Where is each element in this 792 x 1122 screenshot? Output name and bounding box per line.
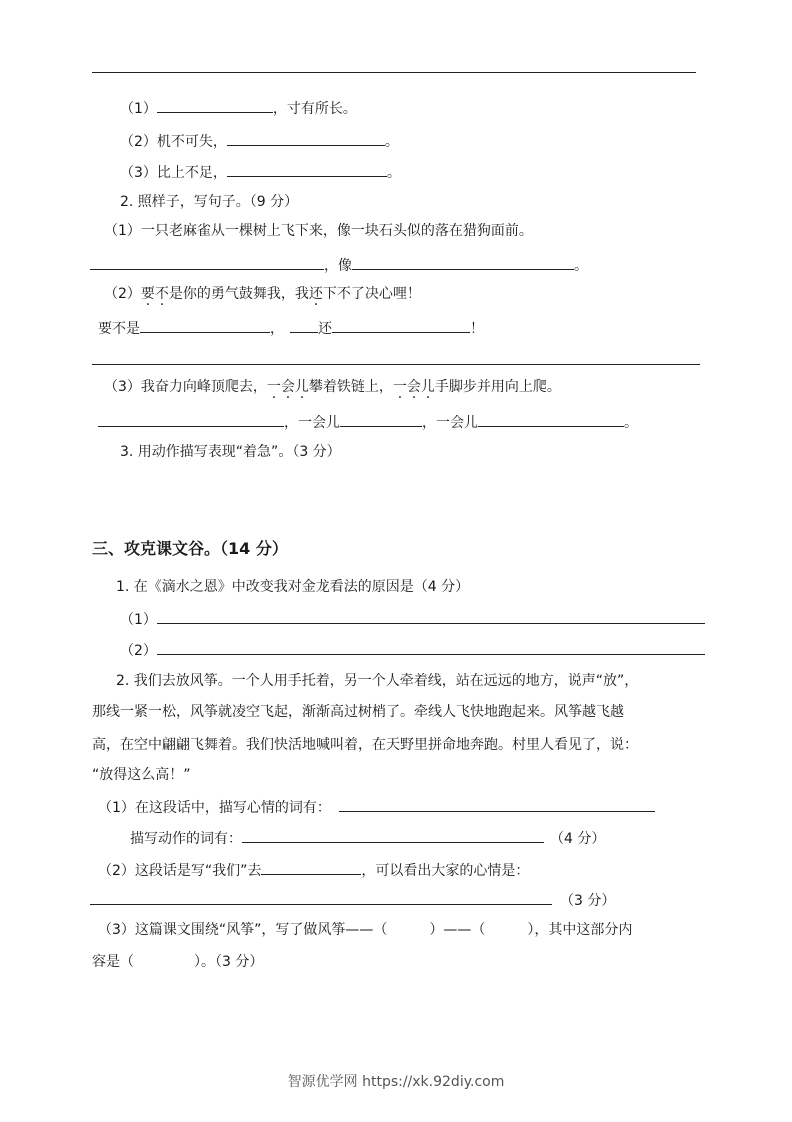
- answer-blank[interactable]: [290, 318, 318, 333]
- question-title: 1. 在《滴水之恩》中改变我对金龙看法的原因是（4 分）: [116, 579, 470, 595]
- top-rule: [92, 72, 696, 73]
- example-sentence-3: （3）我奋力向峰顶爬去，一会儿攀着铁链上，一会儿手脚步并用向上爬。: [104, 379, 561, 395]
- answer-line: （2）: [120, 640, 705, 660]
- answer-blank[interactable]: [332, 318, 470, 333]
- section-heading: 三、攻克课文谷。（14 分）: [92, 539, 288, 558]
- passage-line: “放得这么高！”: [92, 767, 191, 783]
- answer-blank[interactable]: [227, 162, 387, 177]
- passage-line: 2. 我们去放风筝。一个人用手托着，另一个人牵着线，站在远远的地方，说声“放”，: [116, 673, 639, 689]
- sub-question-1a: （1）在这段话中，描写心情的词有：: [98, 797, 655, 817]
- answer-line-3: ，一会儿 ，一会儿 。: [98, 412, 638, 432]
- answer-rule: [92, 364, 700, 365]
- example-sentence-2: （2）要不是你的勇气鼓舞我，我还下不了决心哩！: [104, 286, 421, 302]
- answer-blank[interactable]: [157, 609, 705, 624]
- example-sentence-1: （1）一只老麻雀从一棵树上飞下来，像一块石头似的落在猎狗面前。: [104, 223, 533, 239]
- passage-line: 那线一紧一松，风筝就凌空飞起，渐渐高过树梢了。牵线人飞快地跑起来。风筝越飞越: [92, 704, 624, 720]
- answer-line-2: 要不是 ， 还 ！: [98, 318, 484, 338]
- answer-blank[interactable]: [227, 131, 385, 146]
- answer-blank[interactable]: [340, 412, 422, 427]
- sub-question-3: （3）这篇课文围绕“风筝”，写了做风筝——（ ）——（ ），其中这部分内: [98, 922, 633, 938]
- answer-blank[interactable]: [140, 318, 270, 333]
- answer-blank[interactable]: [242, 828, 544, 843]
- answer-blank[interactable]: [90, 255, 324, 270]
- answer-blank[interactable]: [261, 860, 361, 875]
- answer-blank[interactable]: [157, 98, 273, 113]
- answer-blank[interactable]: [157, 640, 705, 655]
- answer-line: （1）: [120, 609, 705, 629]
- sub-question-2: （2）这段话是写“我们”去 ，可以看出大家的心情是：: [98, 860, 529, 880]
- passage-line: 高，在空中翩翩飞舞着。我们快活地喊叫着，在天野里拼命地奔跑。村里人看见了，说：: [92, 737, 638, 753]
- sub-question-1b: 描写动作的词有： （4 分）: [130, 828, 605, 848]
- answer-blank[interactable]: [352, 255, 574, 270]
- question-title: 2. 照样子，写句子。（9 分）: [120, 194, 299, 210]
- answer-blank[interactable]: [339, 797, 655, 812]
- question-title: 3. 用动作描写表现“着急”。（3 分）: [120, 444, 341, 460]
- answer-blank[interactable]: [90, 890, 552, 905]
- answer-line-1: ，像 。: [90, 255, 588, 275]
- sub-question-2-line: （3 分）: [90, 890, 615, 910]
- answer-blank[interactable]: [98, 412, 284, 427]
- footer-watermark: 智源优学网 https://xk.92diy.com: [287, 1074, 505, 1090]
- idiom-item-3: （3）比上不足， 。: [120, 162, 401, 182]
- idiom-item-1: （1） ，寸有所长。: [120, 98, 357, 118]
- sub-question-3-cont: 容是（ ）。（3 分）: [92, 954, 264, 970]
- idiom-item-2: （2）机不可失， 。: [120, 131, 399, 151]
- answer-blank[interactable]: [478, 412, 624, 427]
